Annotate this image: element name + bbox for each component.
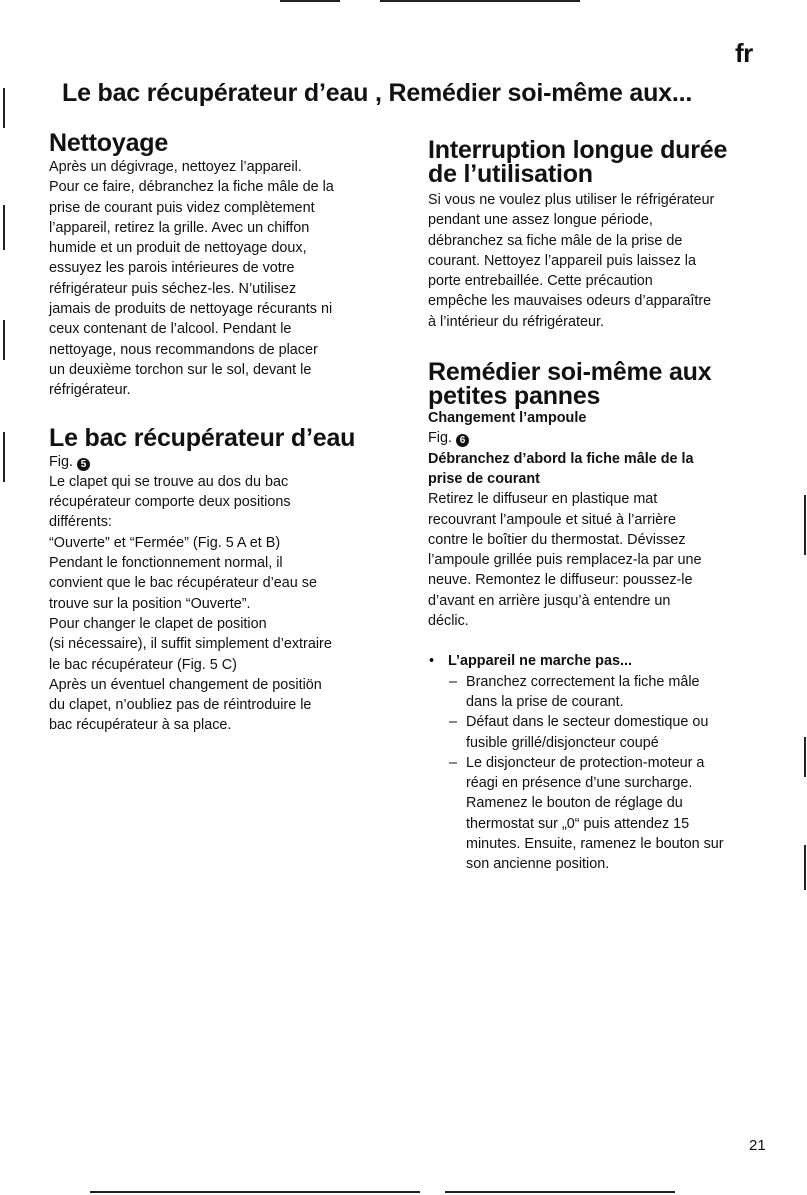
scan-edge-mark (804, 845, 806, 890)
list-item: – Défaut dans le secteur domestique ou fusible grillé/disjoncteur coupé (449, 714, 709, 751)
scan-edge-mark (280, 0, 340, 2)
subsection-title-ampoule: Changement l’ampoule (428, 410, 587, 427)
scan-edge-mark (90, 1191, 420, 1193)
figure-reference: Fig. 6 (428, 428, 778, 448)
section-title-remedier: Remédier soi-même aux petites pannes (428, 358, 712, 411)
bullet-icon: • (429, 653, 435, 670)
dash-icon: – (449, 714, 458, 731)
dash-icon: – (449, 673, 458, 690)
left-column (49, 131, 394, 736)
page-header: Le bac récupérateur d’eau , Remédier soi-même aux... (62, 79, 693, 107)
paragraph-nettoyage: Après un dégivrage, nettoyez l’appareil. Pour ce faire, débranchez la fiche mâle de la prise de courant puis videz complètement l’appareil, retirez la grille. Avec un chiffon humide et un produit de nettoyage doux, essuyez les parois intérieures de votre réfrigérateur puis séchez-les. N’utilisez jamais de produits de nettoyage récurants ni ceux contenant de l’alcool. Pendant le nettoyage, nous recommandons de placer un deuxième torchon sur le sol, devant le réfrigérateur. (49, 159, 334, 399)
section-title-bac: Le bac récupérateur d’eau (49, 423, 356, 452)
scan-edge-mark (3, 88, 5, 128)
scan-edge-mark (3, 432, 5, 482)
scan-edge-mark (3, 320, 5, 360)
scan-edge-mark (445, 1191, 675, 1193)
troubleshooting-list (428, 651, 778, 874)
section-title-interruption: Interruption longue durée de l’utilisation (428, 136, 728, 188)
bullet-heading: L’appareil ne marche pas... (448, 653, 632, 670)
paragraph-bac: Le clapet qui se trouve au dos du bac récupérateur comporte deux positions différents: “Ouverte” et “Fermée” (Fig. 5 A et B) Pendant le fonctionnement normal, il convient que le bac récupérateur d’eau se trouve sur la position “Ouverte”. Pour changer le clapet de position (si nécessaire), il suffit simplement d’extraire le bac récupérateur (Fig. 5 C) Après un éventuel changement de positiön du clapet, n’oubliez pas de réintroduire le bac récupérateur à sa place. (49, 473, 332, 734)
sub-list (448, 672, 778, 875)
warning-unplug: Débranchez d’abord la fiche mâle de la prise de courant (428, 450, 694, 487)
list-item (428, 651, 778, 874)
paragraph-interruption: Si vous ne voulez plus utiliser le réfrigérateur pendant une assez longue période, débranchez sa fiche mâle de la prise de courant. Nettoyez l’appareil puis laissez la porte entrebaillée. Cette précaution empêche les mauvaises odeurs d’apparaître à l’intérieur du réfrigérateur. (428, 192, 715, 330)
section-title-nettoyage: Nettoyage (49, 129, 169, 157)
list-item: – Branchez correctement la fiche mâle dans la prise de courant. (449, 673, 700, 710)
figure-number-badge: 5 (77, 458, 90, 471)
page-number: 21 (749, 1137, 766, 1154)
scan-edge-mark (380, 0, 580, 2)
scan-edge-mark (804, 495, 806, 555)
scan-edge-mark (3, 205, 5, 250)
list-item: – Le disjoncteur de protection-moteur a réagi en présence d’une surcharge. Ramenez le bouton de réglage du thermostat sur „0“ puis attendez 15 minutes. Ensuite, ramenez le bouton sur son ancienne position. (449, 754, 724, 873)
dash-icon: – (449, 754, 458, 771)
figure-reference: Fig. 5 (49, 452, 394, 472)
language-tag: fr (735, 38, 753, 68)
paragraph-ampoule: Retirez le diffuseur en plastique mat recouvrant l’ampoule et situé à l’arrière contre le boîtier du thermostat. Dévissez l’ampoule grillée puis remplacez-la par une neuve. Remontez le diffuseur: poussez-le d’avant en arrière jusqu’à entendre un déclic. (428, 491, 702, 630)
right-column (428, 138, 778, 875)
figure-number-badge: 6 (456, 434, 469, 447)
scan-edge-mark (804, 737, 806, 777)
